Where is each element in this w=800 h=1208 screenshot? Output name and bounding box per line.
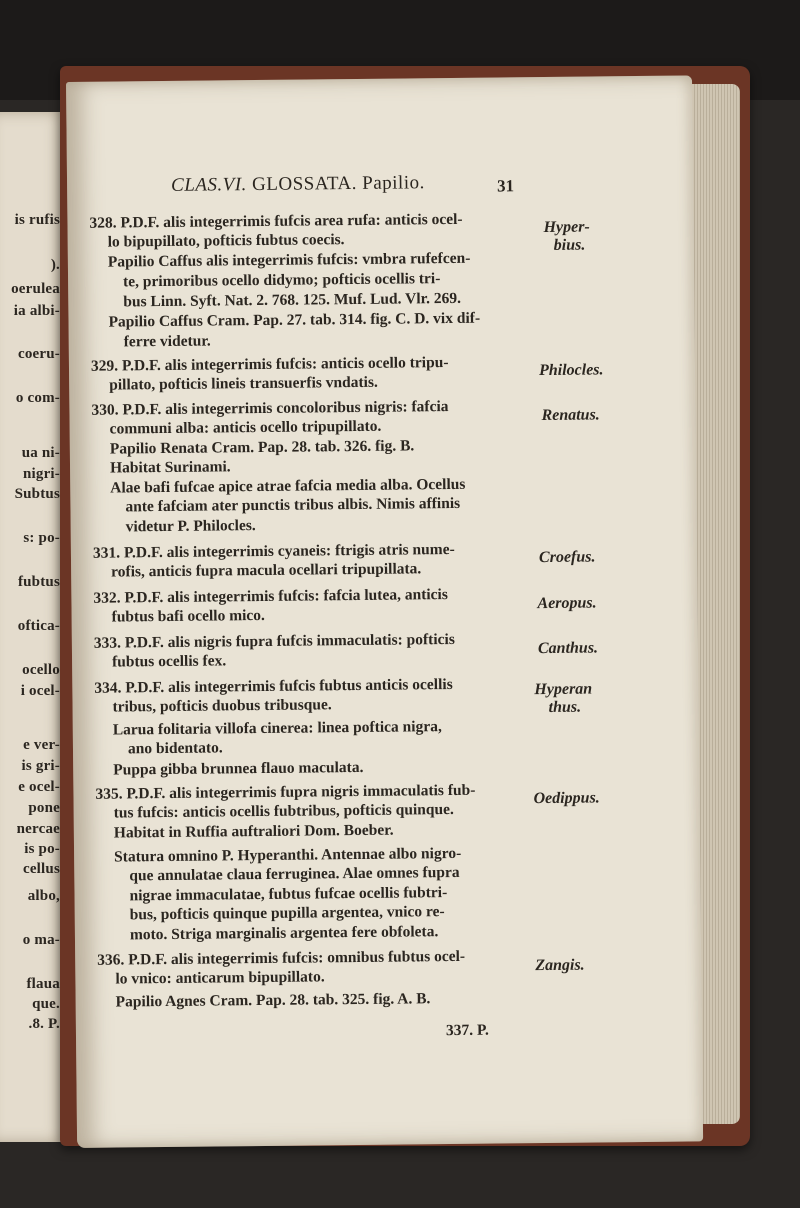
text-line: bus, pofticis quinque pupilla argentea, vnico re- [129,903,445,924]
text-line: nigrae immaculatae, fubtus fufcae ocellis fubtri- [129,884,448,905]
left-fragment: Subtus [14,486,60,502]
text-line: moto. Striga marginalis argentea fere obfoleta. [129,923,439,944]
text-line: 331. P.D.F. alis integerrimis cyaneis: ftrigis atris nume- [92,540,455,562]
text-line: rofis, anticis fupra macula ocellari tripupillata. [111,560,422,581]
left-fragment: coeru- [17,346,60,362]
catchword: 337. P. [445,1021,489,1040]
left-fragment: pone [28,800,60,816]
header-class: CLAS.VI. [170,174,247,196]
species-name: Canthus. [537,639,599,658]
left-fragment: is gri- [21,758,60,774]
text-line: 336. P.D.F. alis integerrimis fufcis: omnibus fubtus ocel- [97,947,466,969]
left-fragment: is rufis [14,212,60,228]
left-fragment: ia albi- [13,303,60,319]
left-fragment: e ocel- [18,779,60,795]
text-line: 334. P.D.F. alis integerrimis fufcis fubtus anticis ocellis [94,675,453,697]
species-name: Renatus. [541,406,600,425]
species-name: thus. [548,698,582,716]
text-line: te, primoribus ocello didymo; pofticis ocellis tri- [123,270,441,291]
text-line: fubtus bafi ocello mico. [111,606,265,626]
text-line: ferre videtur. [123,332,211,351]
left-fragment: nigri- [22,466,60,482]
left-fragment: ). [50,257,60,273]
species-name: Hyper- [543,218,590,237]
left-fragment: oerulea [11,281,60,297]
species-name: Aeropus. [537,594,597,613]
text-line: communi alba: anticis ocello tripupillato. [109,417,382,438]
text-line: Papilio Caffus alis integerrimis fufcis: vmbra rufefcen- [107,249,471,271]
running-header [171,174,425,195]
text-line: lo vnico: anticarum bipupillato. [115,968,325,988]
text-line: 330. P.D.F. alis integerrimis concoloribus nigris: fafcia [91,398,449,419]
left-fragment: o com- [15,390,60,406]
text-line: Habitat in Ruffia auftraliori Dom. Boeber. [113,821,394,842]
text-line: Papilio Agnes Cram. Pap. 28. tab. 325. fig. A. B. [115,990,431,1011]
text-line: Puppa gibba brunnea flauo maculata. [113,758,364,779]
left-fragment: fubtus [17,574,60,590]
text-line: Alae bafi fufcae apice atrae fafcia media alba. Ocellus [110,475,466,497]
left-fragment: oftica- [17,618,60,634]
left-page-edge [0,112,68,1142]
text-line: videtur P. Philocles. [125,517,256,536]
text-line: 332. P.D.F. alis integerrimis fufcis: fafcia lutea, anticis [93,586,448,607]
species-name: Philocles. [538,361,604,380]
text-line: 328. P.D.F. alis integerrimis fufcis area rufa: anticis ocel- [89,210,463,232]
text-line: Larua folitaria villofa cinerea: linea poftica nigra, [112,718,442,739]
left-fragment: s: po- [23,530,60,546]
left-fragment: ua ni- [21,445,60,461]
species-name: bius. [553,236,586,254]
left-fragment: i ocel- [20,683,60,699]
species-name: Croefus. [538,548,596,567]
text-line: Papilio Caffus Cram. Pap. 27. tab. 314. fig. C. D. vix dif- [108,309,481,331]
text-line: ano bidentato. [127,739,223,758]
text-line: ante fafciam ater punctis tribus albis. Nimis affinis [125,494,461,516]
left-fragment: flaua [26,976,60,992]
left-fragment: e ver- [23,737,60,753]
left-fragment: que. [32,996,60,1012]
text-line: fubtus ocellis fex. [111,652,227,671]
species-name: Hyperan [534,680,593,699]
left-fragment: o ma- [22,932,60,948]
text-line: que annulatae claua ferruginea. Alae omnes fupra [129,863,460,885]
book-page [66,75,703,1147]
text-line: tus fufcis: anticis ocellis fubtribus, pofticis quinque. [113,800,454,822]
left-fragment: ocello [22,662,60,678]
text-line: Habitat Surinami. [109,458,231,477]
left-fragment: cellus [22,861,60,877]
page-number: 31 [497,176,515,196]
text-line: Statura omnino P. Hyperanthi. Antennae albo nigro- [114,844,462,866]
left-fragment: .8. P. [28,1016,60,1032]
species-name: Zangis. [535,956,585,975]
text-line: tribus, pofticis duobus tribusque. [112,696,332,716]
text-line: 335. P.D.F. alis integerrimis fupra nigris immaculatis fub- [95,781,476,803]
left-fragment: albo, [27,888,60,904]
left-fragment: nercae [16,821,60,837]
text-line: 333. P.D.F. alis nigris fupra fufcis immaculatis: pofticis [93,630,455,652]
text-line: Papilio Renata Cram. Pap. 28. tab. 326. fig. B. [109,437,415,458]
left-fragment: is po- [24,841,60,857]
header-title: GLOSSATA. Papilio. [252,172,425,196]
text-line: 329. P.D.F. alis integerrimis fufcis: anticis ocello tripu- [90,354,449,375]
text-line: lo bipupillato, pofticis fubtus coecis. [107,231,345,251]
species-name: Oedippus. [533,789,600,808]
text-line: bus Linn. Syft. Nat. 2. 768. 125. Muf. Lud. Vlr. 269. [123,289,462,311]
text-line: pillato, pofticis lineis transuerfis vndatis. [109,373,378,394]
